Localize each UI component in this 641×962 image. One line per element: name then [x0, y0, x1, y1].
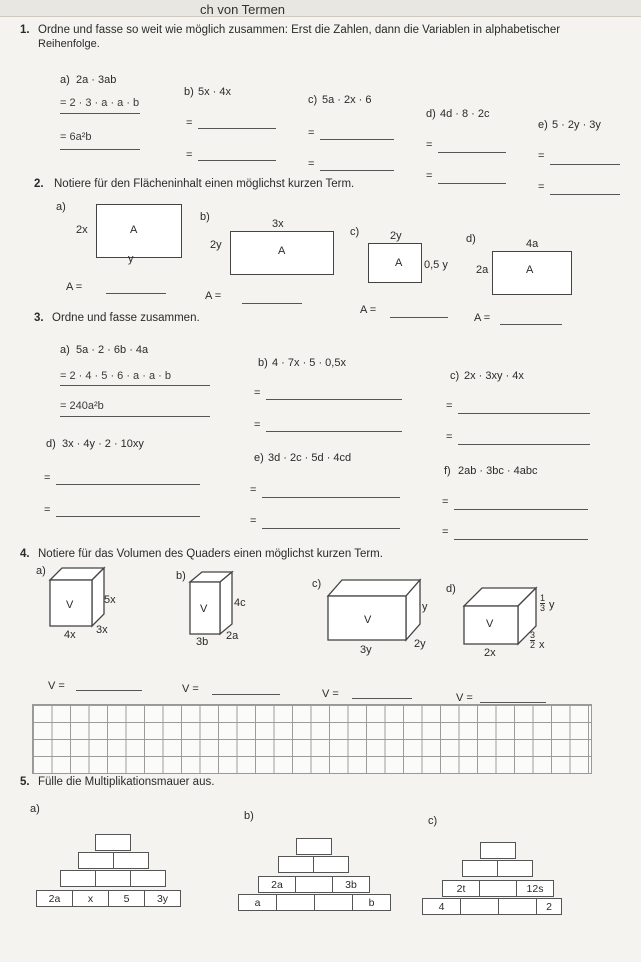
task4-c-width: 3y	[360, 644, 372, 656]
task2-d-answer: A =	[474, 312, 491, 324]
wall-a-base-brick[interactable]: 3y	[144, 890, 181, 907]
task1-reihenfolge: Reihenfolge.	[38, 38, 100, 50]
task1-e-label: e)	[538, 119, 548, 131]
task5-number: 5.	[20, 776, 30, 788]
task3-e-expr: 3d · 2c · 5d · 4cd	[268, 452, 352, 464]
task2-b-side-top: 3x	[272, 218, 284, 230]
wall-a-base-brick[interactable]: 2a	[36, 890, 73, 907]
task4-a-height: 5x	[104, 594, 116, 606]
task4-b-answer-line[interactable]	[212, 694, 280, 695]
wall-b-row3-brick[interactable]	[278, 856, 314, 873]
wall-c-base-brick[interactable]	[460, 898, 499, 915]
task3-f-eq1: =	[442, 496, 449, 508]
wall-a-row3-brick[interactable]	[113, 852, 149, 869]
task4-c-depth: 2y	[414, 638, 426, 650]
task2-d-side-left: 2a	[476, 264, 489, 276]
wall-a-base-brick[interactable]: x	[72, 890, 109, 907]
wall-b-row3-brick[interactable]	[313, 856, 349, 873]
task2-b-inner: A	[278, 245, 286, 257]
task3-a-step2: = 240a²b	[60, 400, 104, 412]
task4-c-answer-line[interactable]	[352, 698, 412, 699]
task1-d-label: d)	[426, 108, 436, 120]
task3-f-line1[interactable]	[454, 509, 588, 510]
task3-c-eq2: =	[446, 431, 453, 443]
task1-d-expr: 4d · 8 · 2c	[440, 108, 490, 120]
task1-d-eq1: =	[426, 139, 433, 151]
task4-d-width: 2x	[484, 647, 496, 659]
task1-d-eq2: =	[426, 170, 433, 182]
task3-d-eq1: =	[44, 472, 51, 484]
task4-a-label: a)	[36, 565, 46, 577]
task2-d-label: d)	[466, 233, 476, 245]
wall-a-top-brick[interactable]	[95, 834, 131, 851]
task1-c-eq1: =	[308, 127, 315, 139]
task3-f-eq2: =	[442, 526, 449, 538]
task4-d-depth-den: 2	[530, 640, 536, 650]
task1-a-line2[interactable]	[60, 149, 140, 150]
task3-b-expr: 4 · 7x · 5 · 0,5x	[272, 357, 346, 369]
wall-c-row3-brick[interactable]	[462, 860, 498, 877]
task4-b-cuboid	[188, 570, 234, 638]
wall-c-row2-brick[interactable]	[479, 880, 517, 897]
task4-d-depth-var: x	[539, 639, 545, 651]
task1-b-line2[interactable]	[198, 160, 276, 161]
task3-c-expr: 2x · 3xy · 4x	[464, 370, 524, 382]
task1-e-expr: 5 · 2y · 3y	[552, 119, 601, 131]
task4-b-answer: V =	[182, 683, 199, 695]
wall-b-base-brick[interactable]: a	[238, 894, 277, 911]
task3-e-eq2: =	[250, 515, 257, 527]
task3-a-label: a)	[60, 344, 70, 356]
task2-a-side-left: 2x	[76, 224, 88, 236]
wall-a-row2-brick[interactable]	[60, 870, 96, 887]
wall-c-row3-brick[interactable]	[497, 860, 533, 877]
task1-d-line2[interactable]	[438, 183, 506, 184]
task4-instruction: Notiere für das Volumen des Quaders einen möglichst kurzen Term.	[38, 548, 383, 560]
task4-c-label: c)	[312, 578, 322, 590]
task3-d-label: d)	[46, 438, 56, 450]
task4-c-height: y	[422, 601, 428, 613]
task2-d-inner: A	[526, 264, 534, 276]
task4-d-height-num: 1	[540, 593, 546, 603]
task2-b-answer-line[interactable]	[242, 303, 302, 304]
task3-c-label: c)	[450, 370, 460, 382]
task1-c-label: c)	[308, 94, 318, 106]
task2-c-inner: A	[395, 257, 403, 269]
task4-d-depth-num: 3	[530, 630, 536, 640]
task4-b-label: b)	[176, 570, 186, 582]
task3-e-label: e)	[254, 452, 264, 464]
wall-a-row3-brick[interactable]	[78, 852, 114, 869]
wall-c-row2-brick[interactable]: 2t	[442, 880, 480, 897]
task3-a-line2[interactable]	[60, 416, 210, 417]
wall-c-base-brick[interactable]	[498, 898, 537, 915]
task1-e-eq2: =	[538, 181, 545, 193]
task1-a-expr: 2a · 3ab	[76, 74, 117, 86]
wall-a-row2-brick[interactable]	[95, 870, 131, 887]
task1-b-line1[interactable]	[198, 128, 276, 129]
wall-c-top-brick[interactable]	[480, 842, 516, 859]
header-fragment: ch von Termen	[200, 2, 286, 17]
task1-a-label: a)	[60, 74, 70, 86]
task3-d-line2[interactable]	[56, 516, 200, 517]
header-bar	[0, 0, 641, 17]
task2-b-label: b)	[200, 211, 210, 223]
task4-d-depth	[530, 631, 535, 650]
task3-c-eq1: =	[446, 400, 453, 412]
task4-d-label: d)	[446, 583, 456, 595]
task1-c-line2[interactable]	[320, 170, 394, 171]
scratch-grid[interactable]	[32, 704, 592, 774]
task2-c-answer-line[interactable]	[390, 317, 448, 318]
task2-c-label: c)	[350, 226, 360, 238]
task4-d-answer: V =	[456, 692, 473, 704]
task3-a-expr: 5a · 2 · 6b · 4a	[76, 344, 149, 356]
task2-b-side-left: 2y	[210, 239, 222, 251]
task3-d-line1[interactable]	[56, 484, 200, 485]
task4-d-inner: V	[486, 618, 494, 630]
task4-d-height-var: y	[549, 599, 555, 611]
task2-a-label: a)	[56, 201, 66, 213]
wall-b-base-brick[interactable]: b	[352, 894, 391, 911]
task3-a-step1: = 2 · 4 · 5 · 6 · a · a · b	[60, 370, 171, 382]
task4-a-depth: 3x	[96, 624, 108, 636]
task5-instruction: Fülle die Multiplikationsmauer aus.	[38, 776, 215, 788]
task3-d-eq2: =	[44, 504, 51, 516]
task2-instruction: Notiere für den Flächeninhalt einen möglichst kurzen Term.	[54, 178, 355, 190]
task4-d-height	[540, 594, 545, 613]
task4-b-width: 3b	[196, 636, 209, 648]
task5-c-label: c)	[428, 815, 438, 827]
task3-b-eq1: =	[254, 387, 261, 399]
wall-b-base-brick[interactable]	[276, 894, 315, 911]
task1-a-step1: = 2 · 3 · a · a · b	[60, 97, 140, 109]
task4-a-answer: V =	[48, 680, 65, 692]
task1-a-line1[interactable]	[60, 113, 140, 114]
wall-b-row2-brick[interactable]	[295, 876, 333, 893]
task3-b-line1[interactable]	[266, 399, 402, 400]
task1-e-line2[interactable]	[550, 194, 620, 195]
task4-b-height: 4c	[234, 597, 246, 609]
task3-d-expr: 3x · 4y · 2 · 10xy	[62, 438, 144, 450]
task4-a-inner: V	[66, 599, 74, 611]
task1-a-step2: = 6a²b	[60, 131, 92, 143]
task4-a-answer-line[interactable]	[76, 690, 142, 691]
task1-c-expr: 5a · 2x · 6	[322, 94, 372, 106]
task3-e-line2[interactable]	[262, 528, 400, 529]
task2-a-rectangle	[96, 204, 182, 258]
task3-b-line2[interactable]	[266, 431, 402, 432]
task1-c-eq2: =	[308, 158, 315, 170]
task4-a-cuboid	[48, 566, 106, 630]
task2-number: 2.	[34, 178, 44, 190]
task4-a-width: 4x	[64, 629, 76, 641]
wall-a-row2-brick[interactable]	[130, 870, 166, 887]
task5-b-label: b)	[244, 810, 254, 822]
task3-f-line2[interactable]	[454, 539, 588, 540]
wall-b-row2-brick[interactable]: 3b	[332, 876, 370, 893]
task5-a-label: a)	[30, 803, 40, 815]
task4-d-cuboid	[462, 586, 538, 646]
task4-b-depth: 2a	[226, 630, 239, 642]
task3-b-label: b)	[258, 357, 268, 369]
task4-c-inner: V	[364, 614, 372, 626]
task1-b-eq2: =	[186, 149, 193, 161]
wall-a-base-brick[interactable]: 5	[108, 890, 145, 907]
task2-a-answer: A =	[66, 281, 83, 293]
task4-number: 4.	[20, 548, 30, 560]
task2-a-answer-line[interactable]	[106, 293, 166, 294]
task1-b-eq1: =	[186, 117, 193, 129]
task3-number: 3.	[34, 312, 44, 324]
task3-instruction: Ordne und fasse zusammen.	[52, 312, 200, 324]
task4-c-cuboid	[326, 578, 422, 642]
task2-b-answer: A =	[205, 290, 222, 302]
wall-c-base-brick[interactable]: 2	[536, 898, 562, 915]
task1-e-line1[interactable]	[550, 164, 620, 165]
task2-a-inner: A	[130, 224, 138, 236]
task3-f-label: f)	[444, 465, 451, 477]
wall-b-top-brick[interactable]	[296, 838, 332, 855]
task1-b-label: b)	[184, 86, 194, 98]
task1-b-expr: 5x · 4x	[198, 86, 232, 98]
task3-e-eq1: =	[250, 484, 257, 496]
task3-e-line1[interactable]	[262, 497, 400, 498]
task1-e-eq1: =	[538, 150, 545, 162]
task2-c-side-right: 0,5 y	[424, 259, 448, 271]
task1-instruction: Ordne und fasse so weit wie möglich zusammen: Erst die Zahlen, dann die Variablen in alphabetischer	[38, 24, 561, 36]
task3-b-eq2: =	[254, 419, 261, 431]
wall-b-row2-brick[interactable]: 2a	[258, 876, 296, 893]
wall-c-base-brick[interactable]: 4	[422, 898, 461, 915]
task3-f-expr: 2ab · 3bc · 4abc	[458, 465, 538, 477]
task4-c-answer: V =	[322, 688, 339, 700]
task4-d-height-den: 3	[540, 603, 546, 613]
task1-c-line1[interactable]	[320, 139, 394, 140]
task2-d-side-top: 4a	[526, 238, 539, 250]
task1-d-line1[interactable]	[438, 152, 506, 153]
task2-c-answer: A =	[360, 304, 377, 316]
wall-c-row2-brick[interactable]: 12s	[516, 880, 554, 897]
wall-b-base-brick[interactable]	[314, 894, 353, 911]
task3-a-line1[interactable]	[60, 385, 210, 386]
task4-d-answer-line[interactable]	[480, 702, 546, 703]
task2-c-side-top: 2y	[390, 230, 402, 242]
task3-c-line1[interactable]	[458, 413, 590, 414]
task2-a-side-bottom: y	[128, 253, 134, 265]
task3-c-line2[interactable]	[458, 444, 590, 445]
task2-d-answer-line[interactable]	[500, 324, 562, 325]
task4-b-inner: V	[200, 603, 208, 615]
task1-number: 1.	[20, 24, 30, 36]
